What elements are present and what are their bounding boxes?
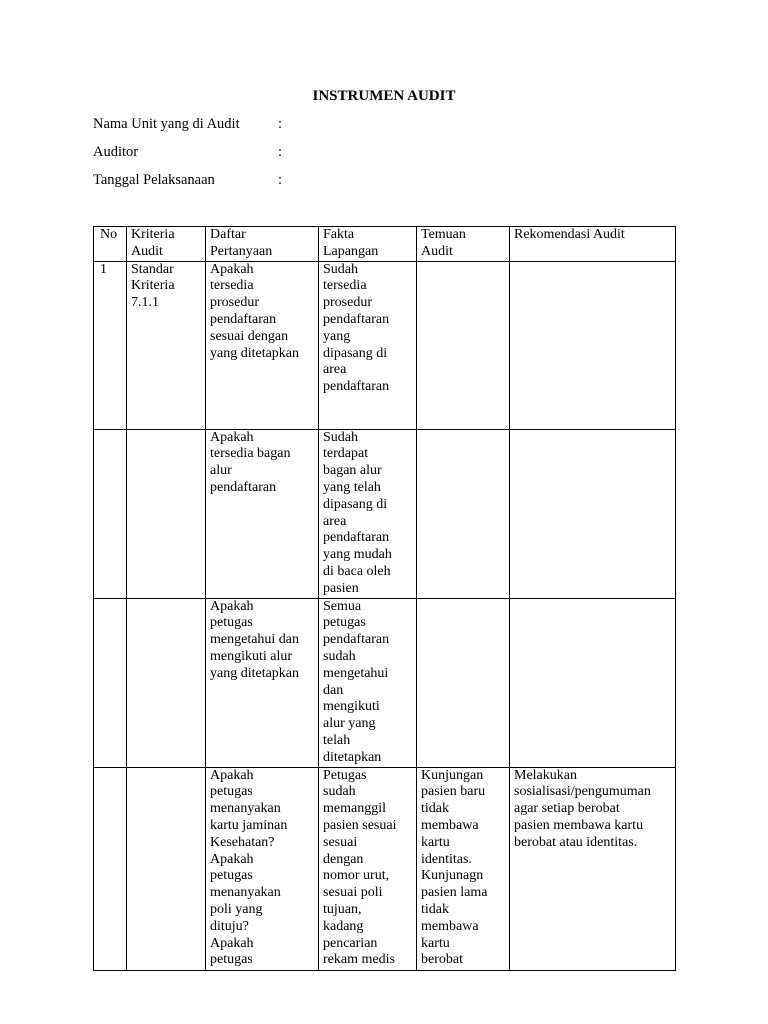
document-title: INSTRUMEN AUDIT xyxy=(312,88,456,104)
cell-no: 1 xyxy=(94,261,127,429)
table-row xyxy=(94,429,676,598)
cell-kriteria: Standar Kriteria 7.1.1 xyxy=(127,261,206,429)
field-label: Nama Unit yang di Audit xyxy=(93,116,240,132)
header-no: No xyxy=(94,227,127,262)
header-rekomendasi-audit: Rekomendasi Audit xyxy=(510,227,676,262)
cell-fakta: Petugas sudah memanggil pasien sesuai sesuai dengan nomor urut, sesuai poli tujuan, kadang pencarian rekam medis xyxy=(319,767,417,970)
cell-fakta: Semua petugas pendaftaran sudah mengetahui dan mengikuti alur yang telah ditetapkan xyxy=(319,598,417,767)
cell-pertanyaan: Apakah petugas mengetahui dan mengikuti alur yang ditetapkan xyxy=(206,598,319,767)
cell-kriteria xyxy=(127,429,206,598)
field-separator: : xyxy=(278,172,283,188)
field-separator: : xyxy=(278,144,283,160)
cell-rekomendasi xyxy=(510,261,676,429)
header-temuan-audit: Temuan Audit xyxy=(417,227,510,262)
header-fakta-lapangan: Fakta Lapangan xyxy=(319,227,417,262)
cell-pertanyaan: Apakah tersedia prosedur pendaftaran sesuai dengan yang ditetapkan xyxy=(206,261,319,429)
cell-temuan: Kunjungan pasien baru tidak membawa kartu identitas. Kunjunagn pasien lama tidak membawa kartu berobat xyxy=(417,767,510,970)
cell-no xyxy=(94,767,127,970)
cell-kriteria xyxy=(127,767,206,970)
cell-fakta: Sudah terdapat bagan alur yang telah dipasang di area pendaftaran yang mudah di baca oleh pasien xyxy=(319,429,417,598)
cell-pertanyaan: Apakah tersedia bagan alur pendaftaran xyxy=(206,429,319,598)
table-row xyxy=(94,598,676,767)
cell-rekomendasi xyxy=(510,598,676,767)
cell-temuan xyxy=(417,598,510,767)
table-header-row xyxy=(94,227,676,262)
cell-rekomendasi: Melakukan sosialisasi/pengumuman agar setiap berobat pasien membawa kartu berobat atau identitas. xyxy=(510,767,676,970)
table-row xyxy=(94,261,676,429)
cell-no xyxy=(94,598,127,767)
cell-temuan xyxy=(417,261,510,429)
cell-pertanyaan: Apakah petugas menanyakan kartu jaminan Kesehatan? Apakah petugas menanyakan poli yang dituju? Apakah petugas xyxy=(206,767,319,970)
field-label: Tanggal Pelaksanaan xyxy=(93,172,215,188)
field-separator: : xyxy=(278,116,283,132)
cell-no xyxy=(94,429,127,598)
cell-kriteria xyxy=(127,598,206,767)
audit-table xyxy=(93,226,676,971)
cell-rekomendasi xyxy=(510,429,676,598)
header-daftar-pertanyaan: Daftar Pertanyaan xyxy=(206,227,319,262)
cell-fakta: Sudah tersedia prosedur pendaftaran yang dipasang di area pendaftaran xyxy=(319,261,417,429)
cell-temuan xyxy=(417,429,510,598)
table-row xyxy=(94,767,676,970)
field-label: Auditor xyxy=(93,144,139,160)
header-kriteria-audit: Kriteria Audit xyxy=(127,227,206,262)
